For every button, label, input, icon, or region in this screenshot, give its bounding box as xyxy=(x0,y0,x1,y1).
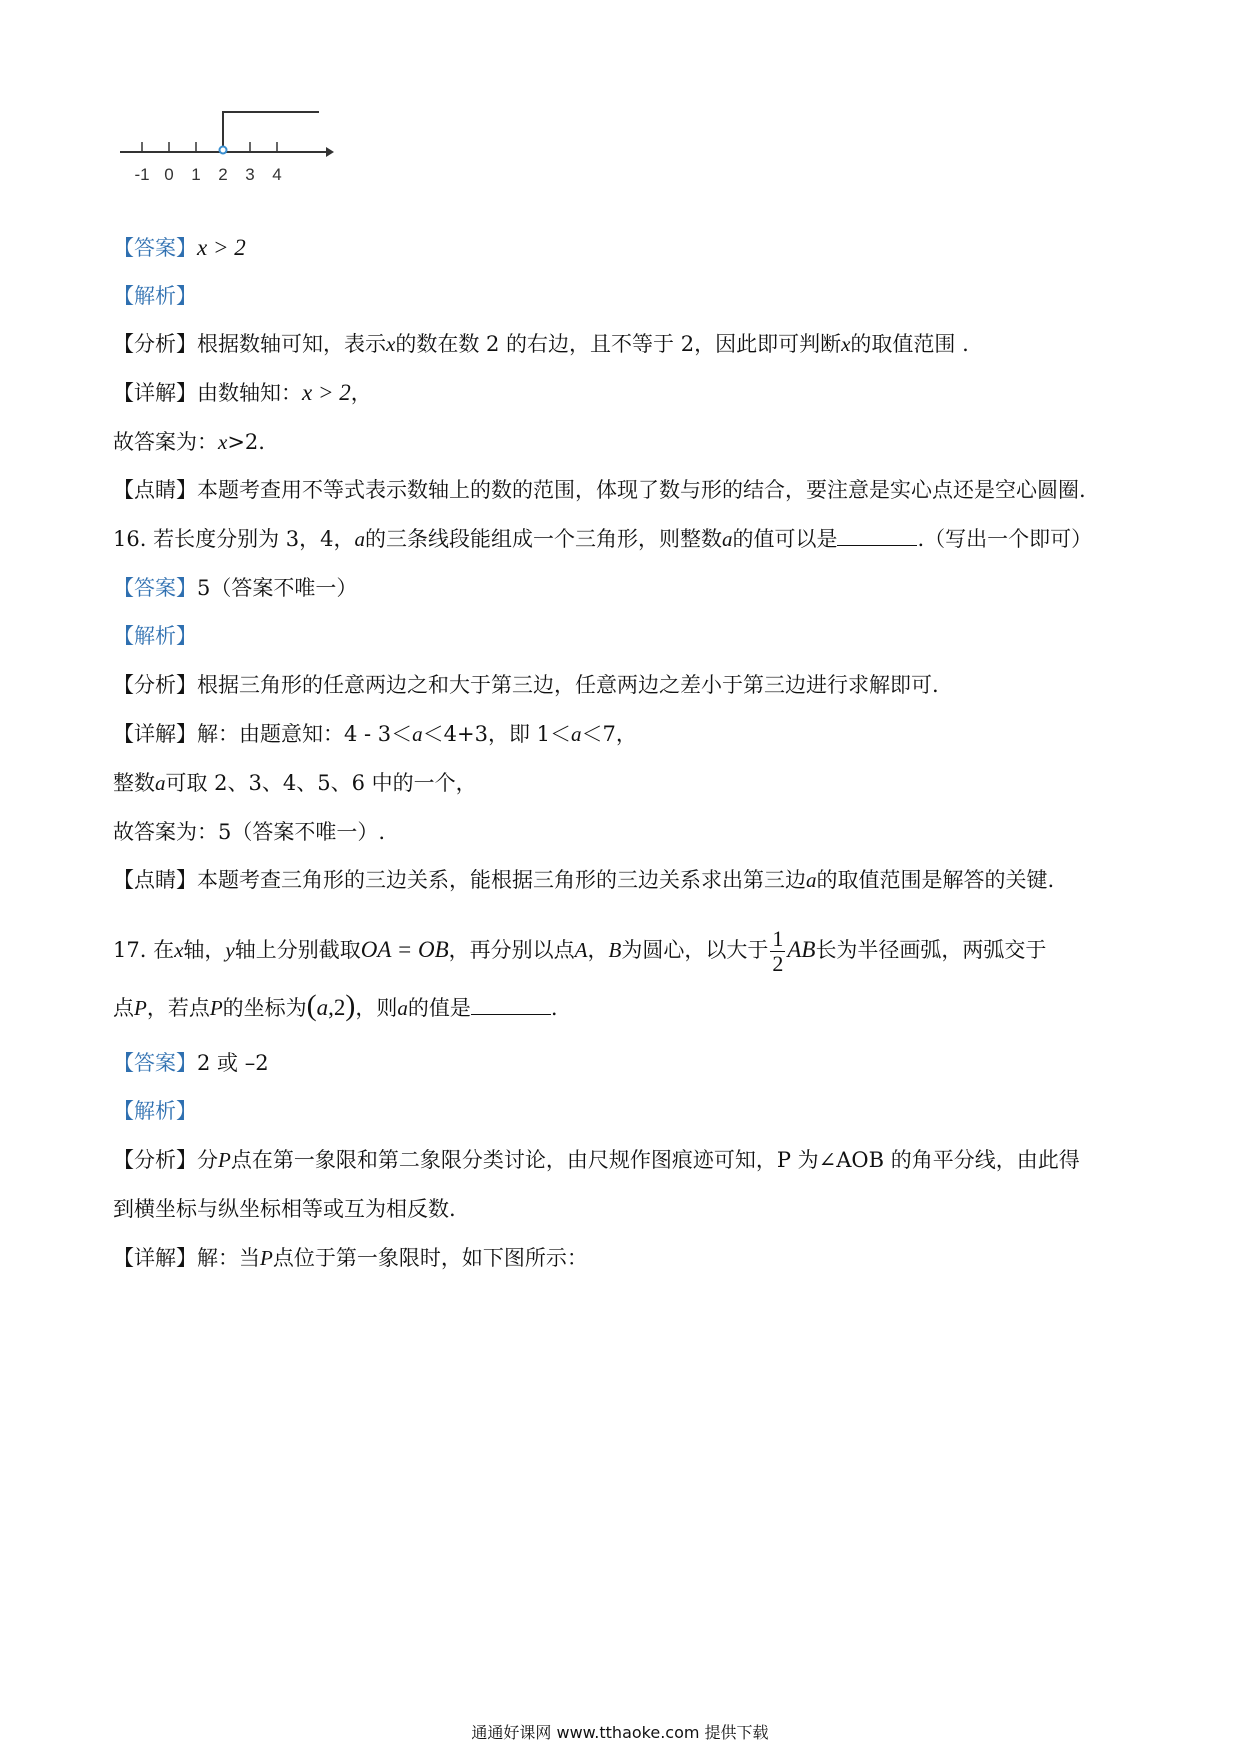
text: 可取 2、3、4、5、6 中的一个， xyxy=(165,771,477,795)
q17-xiangjie xyxy=(113,1243,1120,1273)
var-a: a xyxy=(571,722,582,746)
tick-label: 3 xyxy=(245,165,255,184)
stem-text: 16. 若长度分别为 3，4， xyxy=(113,527,355,551)
q15-dianjing xyxy=(113,475,1120,505)
xiangjie-text: 解：由题意知：4 - 3＜ xyxy=(197,722,413,746)
var-a: a xyxy=(412,722,423,746)
xiangjie-label: 【详解】 xyxy=(113,722,197,746)
number-line-arrow xyxy=(326,147,334,157)
stem-text: ，再分别以点 xyxy=(448,938,575,962)
coord-rest: ,2 xyxy=(328,995,346,1020)
open-point xyxy=(220,147,227,154)
point-p: P xyxy=(260,1246,273,1270)
stem-text: ，若点 xyxy=(146,996,210,1020)
answer-text: 2 或 –2 xyxy=(197,1051,269,1075)
var-a: a xyxy=(806,868,817,892)
fraction-denominator: 2 xyxy=(772,951,784,976)
stem-text: ， xyxy=(587,938,609,962)
fenxi-label: 【分析】 xyxy=(113,673,197,697)
var-a: a xyxy=(354,527,365,551)
point-a: A xyxy=(574,938,588,962)
answer-math: x > 2 xyxy=(197,235,246,260)
xiangjie-text: 点位于第一象限时，如下图所示： xyxy=(272,1246,588,1270)
page-footer: 通通好课网 www.tthaoke.com 提供下载 xyxy=(471,1723,769,1742)
q17-answer xyxy=(113,1048,1120,1078)
answer-blank[interactable] xyxy=(837,525,917,546)
segment-ab: AB xyxy=(787,937,816,962)
point-p: P xyxy=(134,996,147,1020)
xiangjie-text: ， xyxy=(350,381,372,405)
xiangjie-text: ＜4+3，即 1＜ xyxy=(422,722,572,746)
analysis-label: 【解析】 xyxy=(113,1099,197,1123)
number-line-figure xyxy=(120,100,370,210)
fraction-numerator: 1 xyxy=(772,926,784,951)
fenxi-text: 到横坐标与纵坐标相等或互为相反数. xyxy=(113,1197,456,1221)
q15-xiangjie xyxy=(113,378,1120,408)
var-x: x xyxy=(218,430,228,454)
answer-label: 【答案】 xyxy=(113,1051,197,1075)
final-text: 故答案为： xyxy=(113,430,218,454)
tick-label: -1 xyxy=(134,165,150,184)
q15-fenxi xyxy=(113,329,1120,359)
final-text: >2. xyxy=(227,430,265,454)
final-text: 故答案为：5（答案不唯一）. xyxy=(113,820,386,844)
point-p: P xyxy=(218,1148,231,1172)
q16-analysis xyxy=(113,621,1120,651)
var-x: x xyxy=(841,332,851,356)
point-b: B xyxy=(608,938,622,962)
answer-blank[interactable] xyxy=(471,994,551,1015)
q17-stem xyxy=(113,925,1120,975)
dianjing-text: 的取值范围是解答的关键. xyxy=(816,868,1055,892)
point-p: P xyxy=(209,996,223,1020)
fenxi-text: 的数在数 2 的右边，且不等于 2，因此即可判断 xyxy=(395,332,842,356)
stem-text: .（写出一个即可） xyxy=(917,527,1093,551)
xiangjie-label: 【详解】 xyxy=(113,1246,197,1270)
dianjing-label: 【点睛】 xyxy=(113,478,197,502)
analysis-label: 【解析】 xyxy=(113,624,197,648)
q16-fenxi xyxy=(113,670,1120,700)
dianjing-text: 本题考查三角形的三边关系，能根据三角形的三边关系求出第三边 xyxy=(197,868,806,892)
stem-text: 的值是 xyxy=(407,996,471,1020)
stem-text: 的坐标为 xyxy=(222,996,307,1020)
stem-text: 轴， xyxy=(183,938,226,962)
tick-label: 2 xyxy=(218,165,228,184)
xiangjie-text: 解：当 xyxy=(197,1246,260,1270)
stem-text: 为圆心，以大于 xyxy=(621,938,769,962)
q17-fenxi-line2 xyxy=(113,1194,1120,1224)
q16-final xyxy=(113,817,1120,847)
paren-open: ( xyxy=(306,989,317,1022)
fenxi-text: 点在第一象限和第二象限分类讨论，由尺规作图痕迹可知，P 为∠AOB 的角平分线，由此得 xyxy=(230,1148,1080,1172)
answer-text: 5（答案不唯一） xyxy=(197,576,358,600)
var-x: x xyxy=(386,332,396,356)
xiangjie-text: 由数轴知： xyxy=(197,381,302,405)
q16-xiangjie xyxy=(113,719,1120,749)
q15-analysis xyxy=(113,281,1120,311)
eq-oa-ob: OA = OB xyxy=(360,937,449,962)
stem-text: . xyxy=(550,996,558,1020)
stem-text: 长为半径画弧，两弧交于 xyxy=(815,938,1047,962)
answer-label: 【答案】 xyxy=(113,236,197,260)
q16-line2 xyxy=(113,768,1120,798)
fenxi-text: 分 xyxy=(197,1148,218,1172)
dianjing-label: 【点睛】 xyxy=(113,868,197,892)
xiangjie-label: 【详解】 xyxy=(113,381,197,405)
stem-text: 17. 在 xyxy=(113,938,175,962)
stem-text: 的三条线段能组成一个三角形，则整数 xyxy=(364,527,722,551)
tick-label: 0 xyxy=(164,165,174,184)
paren-close: ) xyxy=(345,989,356,1022)
q15-final xyxy=(113,427,1120,457)
xiangjie-math: x > 2 xyxy=(302,380,351,405)
q15-answer xyxy=(113,233,1120,263)
stem-text: 的值可以是 xyxy=(732,527,838,551)
q16-answer xyxy=(113,573,1120,603)
fenxi-label: 【分析】 xyxy=(113,332,197,356)
fraction-half xyxy=(770,927,785,976)
answer-label: 【答案】 xyxy=(113,576,197,600)
var-a: a xyxy=(721,527,733,551)
stem-text: 点 xyxy=(113,996,134,1020)
var-x: x xyxy=(174,938,184,962)
q16-dianjing xyxy=(113,865,1120,895)
q16-stem xyxy=(113,524,1120,554)
var-y: y xyxy=(225,938,235,962)
var-a: a xyxy=(397,996,408,1020)
q17-stem2 xyxy=(113,988,1120,1024)
fenxi-text: 的取值范围 . xyxy=(850,332,969,356)
fenxi-text: 根据三角形的任意两边之和大于第三边，任意两边之差小于第三边进行求解即可. xyxy=(197,673,939,697)
tick-label: 1 xyxy=(191,165,201,184)
dianjing-text: 本题考查用不等式表示数轴上的数的范围，体现了数与形的结合，要注意是实心点还是空心圆圈. xyxy=(197,478,1086,502)
var-a: a xyxy=(316,995,329,1020)
solution-ray xyxy=(223,112,319,148)
q17-fenxi xyxy=(113,1145,1120,1175)
text: 整数 xyxy=(113,771,155,795)
analysis-label: 【解析】 xyxy=(113,284,197,308)
stem-text: ，则 xyxy=(355,996,398,1020)
q17-analysis xyxy=(113,1096,1120,1126)
fenxi-text: 根据数轴可知，表示 xyxy=(197,332,386,356)
var-a: a xyxy=(155,771,166,795)
xiangjie-text: ＜7， xyxy=(581,722,637,746)
tick-label: 4 xyxy=(272,165,282,184)
stem-text: 轴上分别截取 xyxy=(234,938,361,962)
fenxi-label: 【分析】 xyxy=(113,1148,197,1172)
